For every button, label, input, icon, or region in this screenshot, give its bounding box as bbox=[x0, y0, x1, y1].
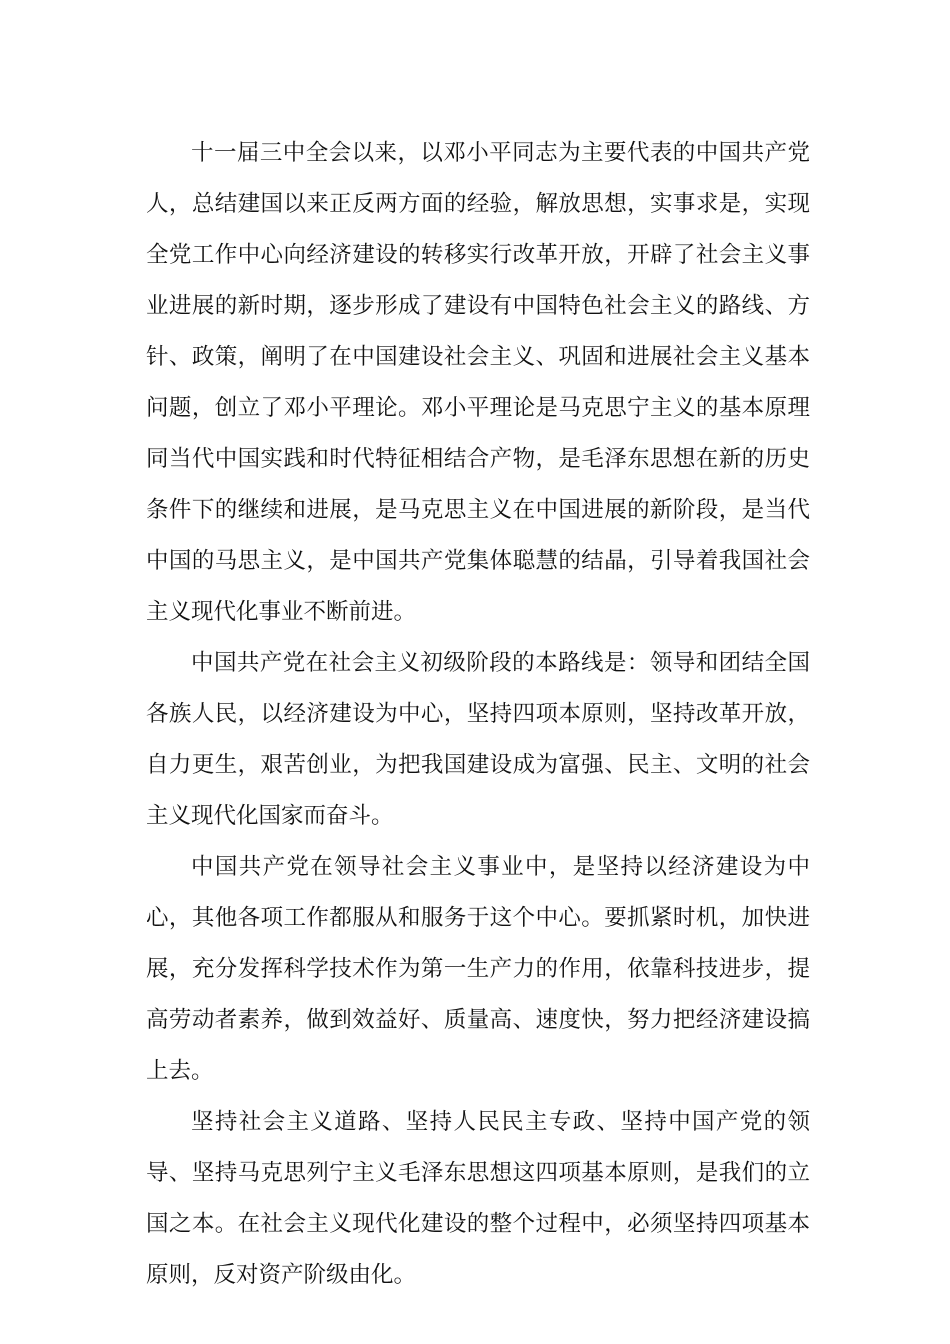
paragraph-3: 中国共产党在领导社会主义事业中，是坚持以经济建设为中心，其他各项工作都服从和服务于这个中心。要抓紧时机，加快进展，充分发挥科学技术作为第一生产力的作用，依靠科技进步，提高劳动者素养，做到效益好、质量高、速度快，努力把经济建设搞上去。 bbox=[146, 854, 810, 1084]
paragraph-2: 中国共产党在社会主义初级阶段的本路线是：领导和团结全国各族人民，以经济建设为中心，坚持四项本原则，坚持改革开放，自力更生，艰苦创业，为把我国建设成为富强、民主、文明的社会主义现代化国家而奋斗。 bbox=[146, 650, 810, 829]
document-body bbox=[146, 128, 810, 1301]
paragraph-1: 十一届三中全会以来，以邓小平同志为主要代表的中国共产党人，总结建国以来正反两方面的经验，解放思想，实事求是，实现全党工作中心向经济建设的转移实行改革开放，开辟了社会主义事业进展的新时期，逐步形成了建设有中国特色社会主义的路线、方针、政策，阐明了在中国建设社会主义、巩固和进展社会主义基本问题，创立了邓小平理论。邓小平理论是马克思宁主义的基本原理同当代中国实践和时代特征相结合产物，是毛泽东思想在新的历史条件下的继续和进展，是马克思主义在中国进展的新阶段，是当代中国的马思主义，是中国共产党集体聪慧的结晶，引导着我国社会主义现代化事业不断前进。 bbox=[146, 140, 810, 625]
paragraph-4: 坚持社会主义道路、坚持人民民主专政、坚持中国产党的领导、坚持马克思列宁主义毛泽东思想这四项基本原则，是我们的立国之本。在社会主义现代化建设的整个过程中，必须坚持四项基本原则，反对资产阶级由化。 bbox=[146, 1109, 810, 1288]
